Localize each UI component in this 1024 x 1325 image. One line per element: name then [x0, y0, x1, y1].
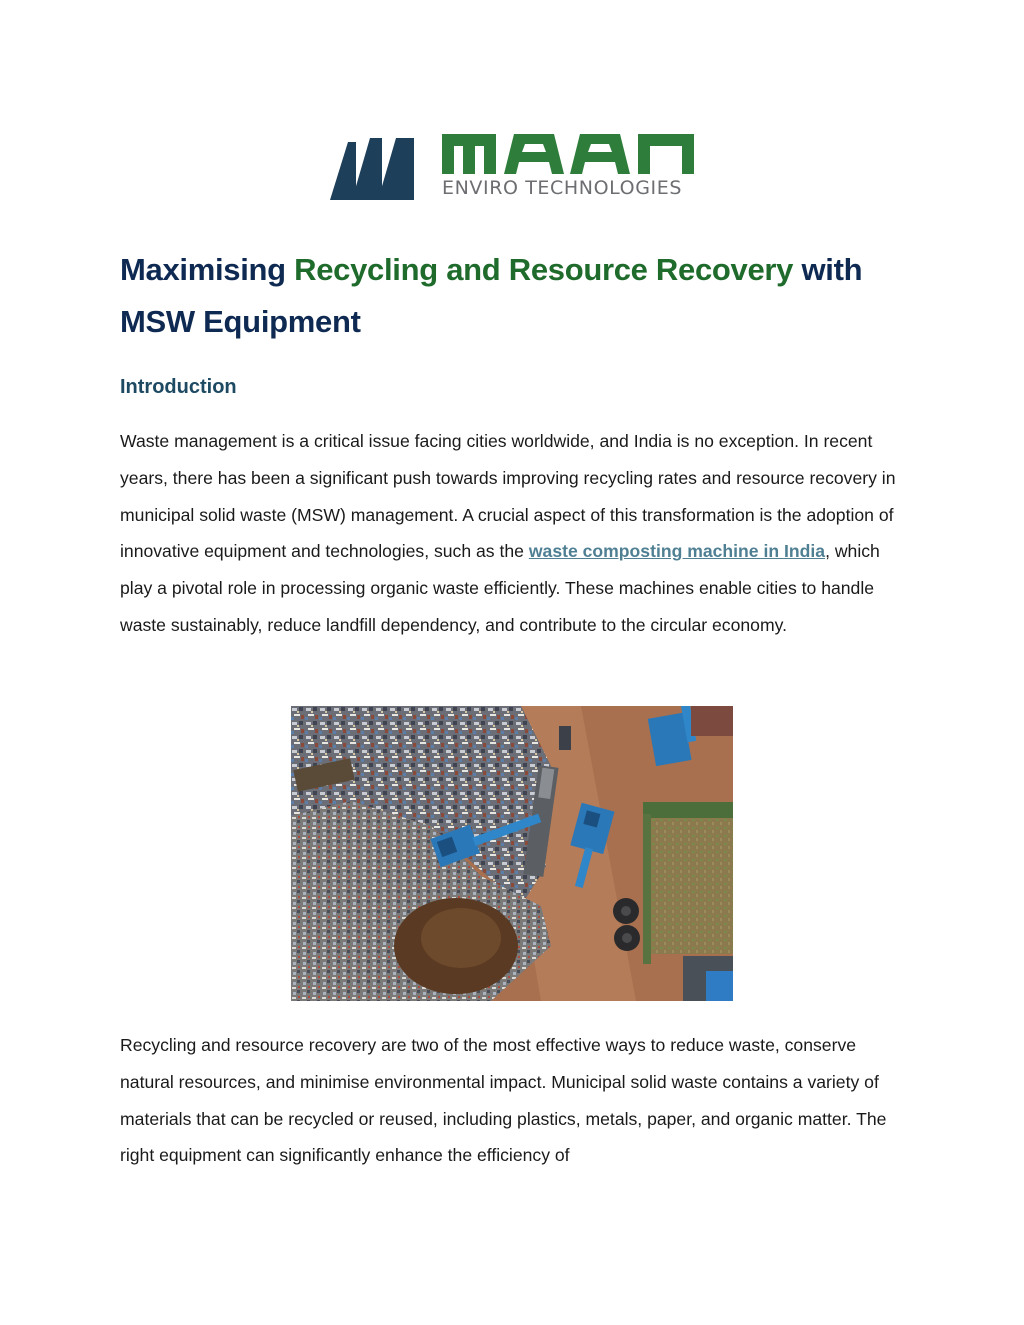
title-accent: Recycling and Resource Recovery: [294, 252, 794, 287]
intro-paragraph: [120, 423, 910, 644]
page-title: [120, 244, 910, 348]
logo-tagline: ENVIRO TECHNOLOGIES: [442, 177, 683, 199]
para1-text-before-link: Waste management is a critical issue facing cities worldwide, and India is no exception. In recent years, there has been a significant push towards improving recycling rates and resource recovery in municipal solid waste (MSW) management. A crucial aspect of this transformation is the adoption of innovative equipment and technologies, such as the: [120, 431, 896, 562]
company-logo: [318, 122, 706, 208]
para1-text-after-link: , which play a pivotal role in processing organic waste efficiently. These machines enable cities to handle waste sustainably, reduce landfill dependency, and contribute to the circular economy.: [120, 541, 880, 635]
recycling-yard-aerial-photo: [291, 706, 733, 1001]
logo-wordmark: [442, 130, 694, 174]
section-heading-introduction: Introduction: [120, 376, 237, 398]
maan-logo-mark-icon: [330, 134, 414, 200]
title-part-1: Maximising: [120, 252, 295, 287]
title-part-2: with MSW Equipment: [120, 252, 863, 339]
waste-composting-link[interactable]: waste composting machine in India: [528, 541, 826, 562]
body-paragraph: Recycling and resource recovery are two of the most effective ways to reduce waste, conserve natural resources, and minimise environmental impact. Municipal solid waste contains a variety of materials that can be recycled or reused, including plastics, metals, paper, and organic matter. The right equipment can significantly enhance the efficiency of: [120, 1035, 887, 1166]
